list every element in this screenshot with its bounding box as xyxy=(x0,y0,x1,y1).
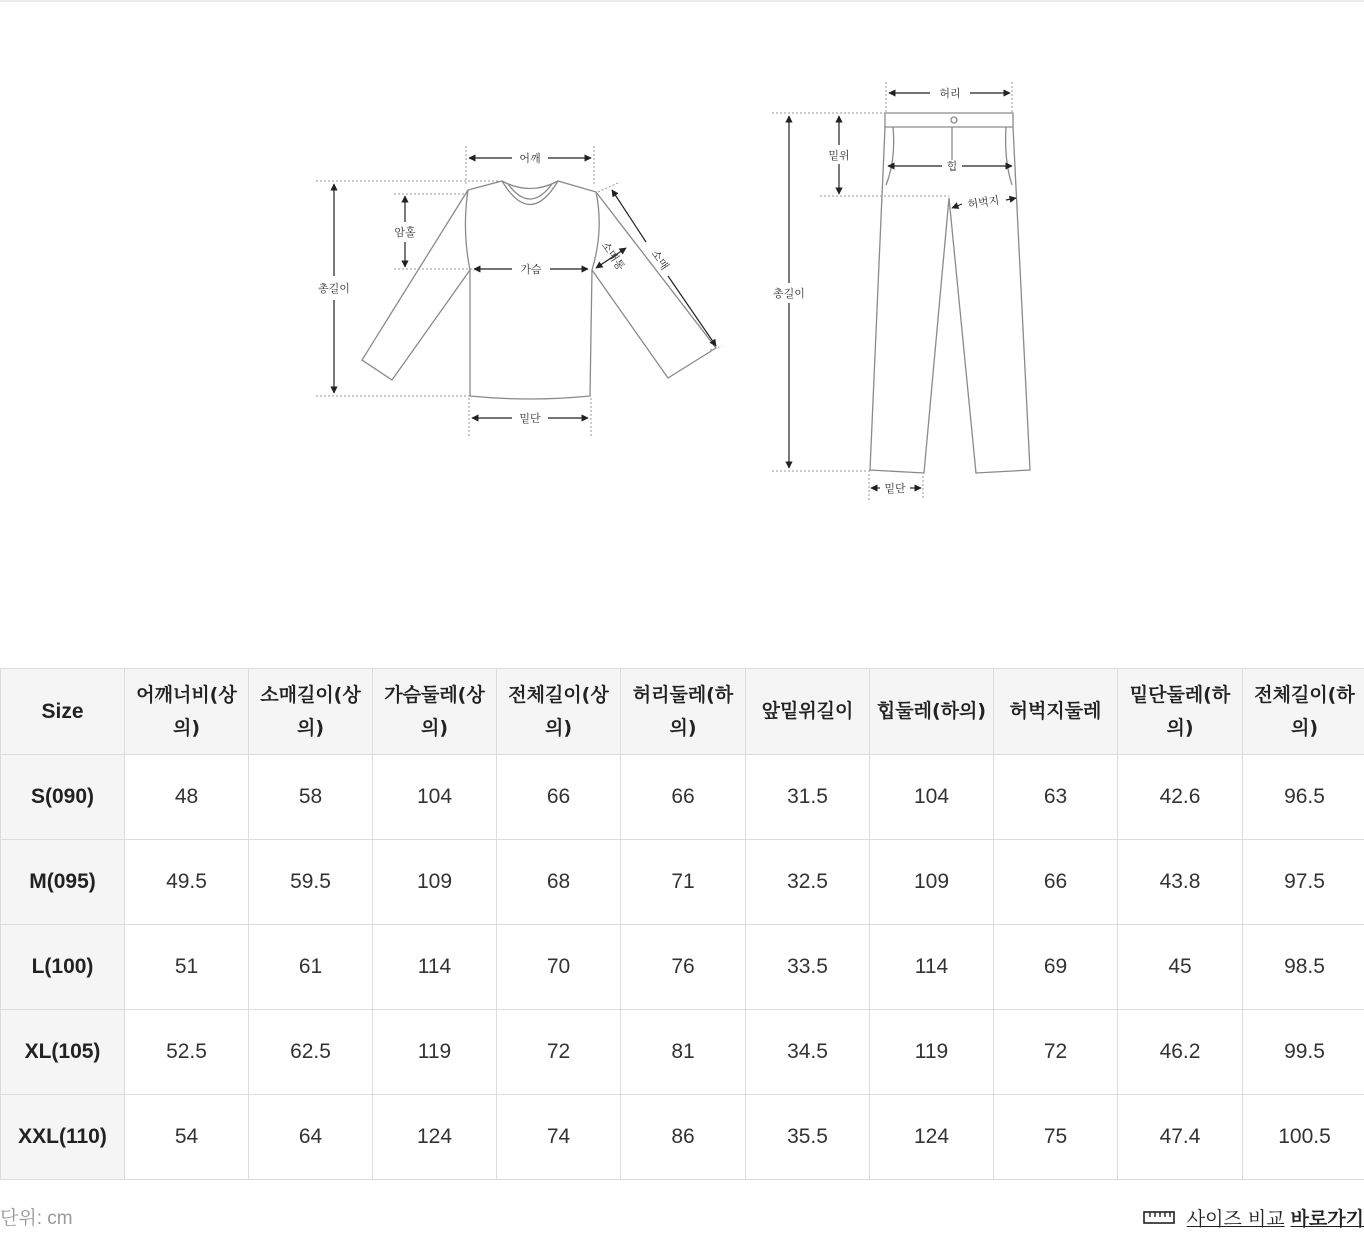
top-garment-labels xyxy=(318,151,672,425)
table-cell: 72 xyxy=(497,1010,621,1095)
table-row xyxy=(1,1095,1364,1180)
table-row xyxy=(1,1010,1364,1095)
row-size-label: M(095) xyxy=(1,840,125,925)
table-cell: 43.8 xyxy=(1118,840,1243,925)
table-cell: 71 xyxy=(621,840,746,925)
table-cell: 59.5 xyxy=(249,840,373,925)
table-cell: 45 xyxy=(1118,925,1243,1010)
header-thigh: 허벅지둘레 xyxy=(994,669,1118,755)
label-pants-total-length: 총길이 xyxy=(773,287,805,300)
table-cell: 98.5 xyxy=(1243,925,1364,1010)
table-cell: 124 xyxy=(870,1095,994,1180)
header-top-length: 전체길이(상의) xyxy=(497,669,621,755)
header-front-rise: 앞밑위길이 xyxy=(746,669,870,755)
size-table-head xyxy=(1,669,1364,755)
label-waist: 허리 xyxy=(939,87,961,100)
table-cell: 52.5 xyxy=(125,1010,249,1095)
size-table-body xyxy=(1,755,1364,1180)
table-cell: 48 xyxy=(125,755,249,840)
table-cell: 86 xyxy=(621,1095,746,1180)
table-cell: 49.5 xyxy=(125,840,249,925)
header-chest: 가슴둘레(상의) xyxy=(373,669,497,755)
table-cell: 62.5 xyxy=(249,1010,373,1095)
table-cell: 47.4 xyxy=(1118,1095,1243,1180)
table-cell: 114 xyxy=(373,925,497,1010)
table-cell: 63 xyxy=(994,755,1118,840)
label-hip: 힙 xyxy=(946,160,958,173)
table-cell: 124 xyxy=(373,1095,497,1180)
label-sleeve-width: 소매통 xyxy=(598,239,628,273)
table-cell: 119 xyxy=(373,1010,497,1095)
pants-labels xyxy=(773,86,1000,495)
table-cell: 104 xyxy=(870,755,994,840)
table-cell: 70 xyxy=(497,925,621,1010)
table-cell: 119 xyxy=(870,1010,994,1095)
table-cell: 114 xyxy=(870,925,994,1010)
label-sleeve: 소매 xyxy=(648,247,672,273)
label-armhole: 암홀 xyxy=(394,226,416,239)
table-cell: 109 xyxy=(870,840,994,925)
table-row xyxy=(1,925,1364,1010)
table-cell: 75 xyxy=(994,1095,1118,1180)
table-cell: 96.5 xyxy=(1243,755,1364,840)
table-cell: 64 xyxy=(249,1095,373,1180)
top-garment-guides xyxy=(316,146,722,436)
size-compare-label: 사이즈 비교 xyxy=(1186,1207,1285,1230)
label-rise: 밑위 xyxy=(828,149,850,162)
table-cell: 33.5 xyxy=(746,925,870,1010)
table-cell: 61 xyxy=(249,925,373,1010)
table-cell: 42.6 xyxy=(1118,755,1243,840)
row-size-label: L(100) xyxy=(1,925,125,1010)
label-pants-hem: 밑단 xyxy=(884,482,906,495)
label-shoulder: 어깨 xyxy=(519,152,541,165)
unit-note: 단위: cm xyxy=(0,1208,73,1229)
size-compare-action: 바로가기 xyxy=(1290,1207,1364,1230)
header-hip: 힙둘레(하의) xyxy=(870,669,994,755)
top-garment-illustration xyxy=(362,181,716,399)
header-waist: 허리둘레(하의) xyxy=(621,669,746,755)
table-row xyxy=(1,840,1364,925)
table-cell: 74 xyxy=(497,1095,621,1180)
table-cell: 81 xyxy=(621,1010,746,1095)
row-size-label: S(090) xyxy=(1,755,125,840)
header-hem: 밑단둘레(하의) xyxy=(1118,669,1243,755)
size-compare-link[interactable] xyxy=(1143,1203,1364,1231)
table-cell: 32.5 xyxy=(746,840,870,925)
table-cell: 35.5 xyxy=(746,1095,870,1180)
table-cell: 66 xyxy=(497,755,621,840)
row-size-label: XL(105) xyxy=(1,1010,125,1095)
label-thigh: 허벅지 xyxy=(966,193,1001,212)
table-cell: 46.2 xyxy=(1118,1010,1243,1095)
table-cell: 100.5 xyxy=(1243,1095,1364,1180)
header-bottom-length: 전체길이(하의) xyxy=(1243,669,1364,755)
size-diagram xyxy=(0,0,1364,560)
pants-arrows xyxy=(789,93,1016,488)
ruler-icon xyxy=(1143,1208,1175,1226)
table-cell: 104 xyxy=(373,755,497,840)
header-row xyxy=(1,669,1364,755)
table-cell: 66 xyxy=(621,755,746,840)
size-table xyxy=(0,668,1364,1180)
header-size: Size xyxy=(1,669,125,755)
table-cell: 72 xyxy=(994,1010,1118,1095)
table-cell: 34.5 xyxy=(746,1010,870,1095)
header-sleeve-length: 소매길이(상의) xyxy=(249,669,373,755)
table-cell: 58 xyxy=(249,755,373,840)
table-cell: 109 xyxy=(373,840,497,925)
table-cell: 54 xyxy=(125,1095,249,1180)
label-chest: 가슴 xyxy=(520,263,542,276)
table-cell: 76 xyxy=(621,925,746,1010)
table-cell: 97.5 xyxy=(1243,840,1364,925)
table-cell: 66 xyxy=(994,840,1118,925)
pants-guides xyxy=(772,82,1012,500)
table-row xyxy=(1,755,1364,840)
table-cell: 31.5 xyxy=(746,755,870,840)
label-top-hem: 밑단 xyxy=(519,412,541,425)
table-cell: 68 xyxy=(497,840,621,925)
table-cell: 99.5 xyxy=(1243,1010,1364,1095)
size-diagram-svg xyxy=(0,0,1364,560)
table-cell: 51 xyxy=(125,925,249,1010)
row-size-label: XXL(110) xyxy=(1,1095,125,1180)
table-cell: 69 xyxy=(994,925,1118,1010)
label-top-total-length: 총길이 xyxy=(318,282,350,295)
header-shoulder-width: 어깨너비(상의) xyxy=(125,669,249,755)
